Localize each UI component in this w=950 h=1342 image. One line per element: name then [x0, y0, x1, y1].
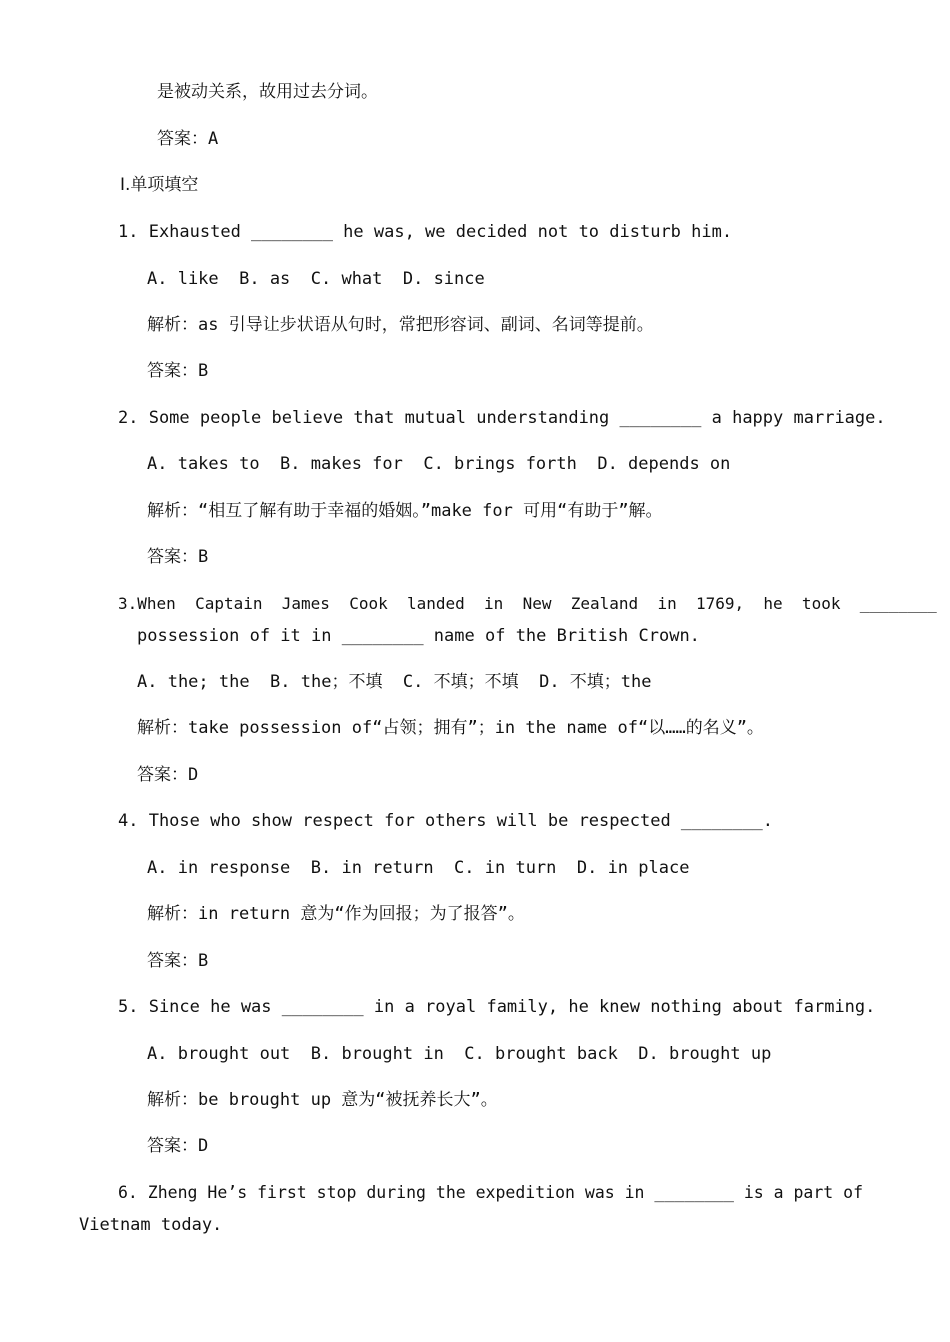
question-1-explanation: 解析：as 引导让步状语从句时，常把形容词、副词、名词等提前。 [147, 315, 654, 335]
question-4-answer: 答案：B [147, 951, 209, 971]
question-1-options: A. like B. as C. what D. since [147, 269, 485, 289]
prev-explanation-tail: 是被动关系，故用过去分词。 [157, 82, 378, 102]
question-3-options: A. the; the B. the；不填 C. 不填；不填 D. 不填；the [137, 672, 652, 692]
question-4-stem: 4. Those who show respect for others will be respected ________. [118, 811, 774, 831]
question-5-options: A. brought out B. brought in C. brought back D. brought up [147, 1044, 772, 1064]
question-4-explanation: 解析：in return 意为“作为回报；为了报答”。 [147, 904, 525, 924]
section-title: Ⅰ.单项填空 [120, 175, 199, 195]
question-5-stem: 5. Since he was ________ in a royal family, he knew nothing about farming. [118, 997, 876, 1017]
question-5-explanation: 解析：be brought up 意为“被抚养长大”。 [147, 1090, 498, 1110]
question-5-answer: 答案：D [147, 1136, 209, 1156]
question-3-stem-line1: 3.When Captain James Cook landed in New Zealand in 1769, he took ________ [118, 594, 937, 613]
question-6-stem-line2: Vietnam today. [79, 1215, 223, 1235]
question-3-stem-line2: possession of it in ________ name of the British Crown. [137, 626, 700, 646]
question-2-stem: 2. Some people believe that mutual understanding ________ a happy marriage. [118, 408, 886, 428]
question-1-stem: 1. Exhausted ________ he was, we decided not to disturb him. [118, 222, 733, 242]
question-2-explanation: 解析：“相互了解有助于幸福的婚姻。”make for 可用“有助于”解。 [147, 501, 663, 521]
question-2-answer: 答案：B [147, 547, 209, 567]
question-3-explanation: 解析：take possession of“占领；拥有”；in the name of“以……的名义”。 [137, 718, 764, 738]
question-6-stem-line1: 6. Zheng He’s first stop during the expedition was in ________ is a part of [118, 1183, 864, 1202]
question-2-options: A. takes to B. makes for C. brings forth D. depends on [147, 454, 731, 474]
question-1-answer: 答案：B [147, 361, 209, 381]
question-3-answer: 答案：D [137, 765, 199, 785]
question-4-options: A. in response B. in return C. in turn D. in place [147, 858, 690, 878]
prev-answer: 答案：A [157, 129, 219, 149]
